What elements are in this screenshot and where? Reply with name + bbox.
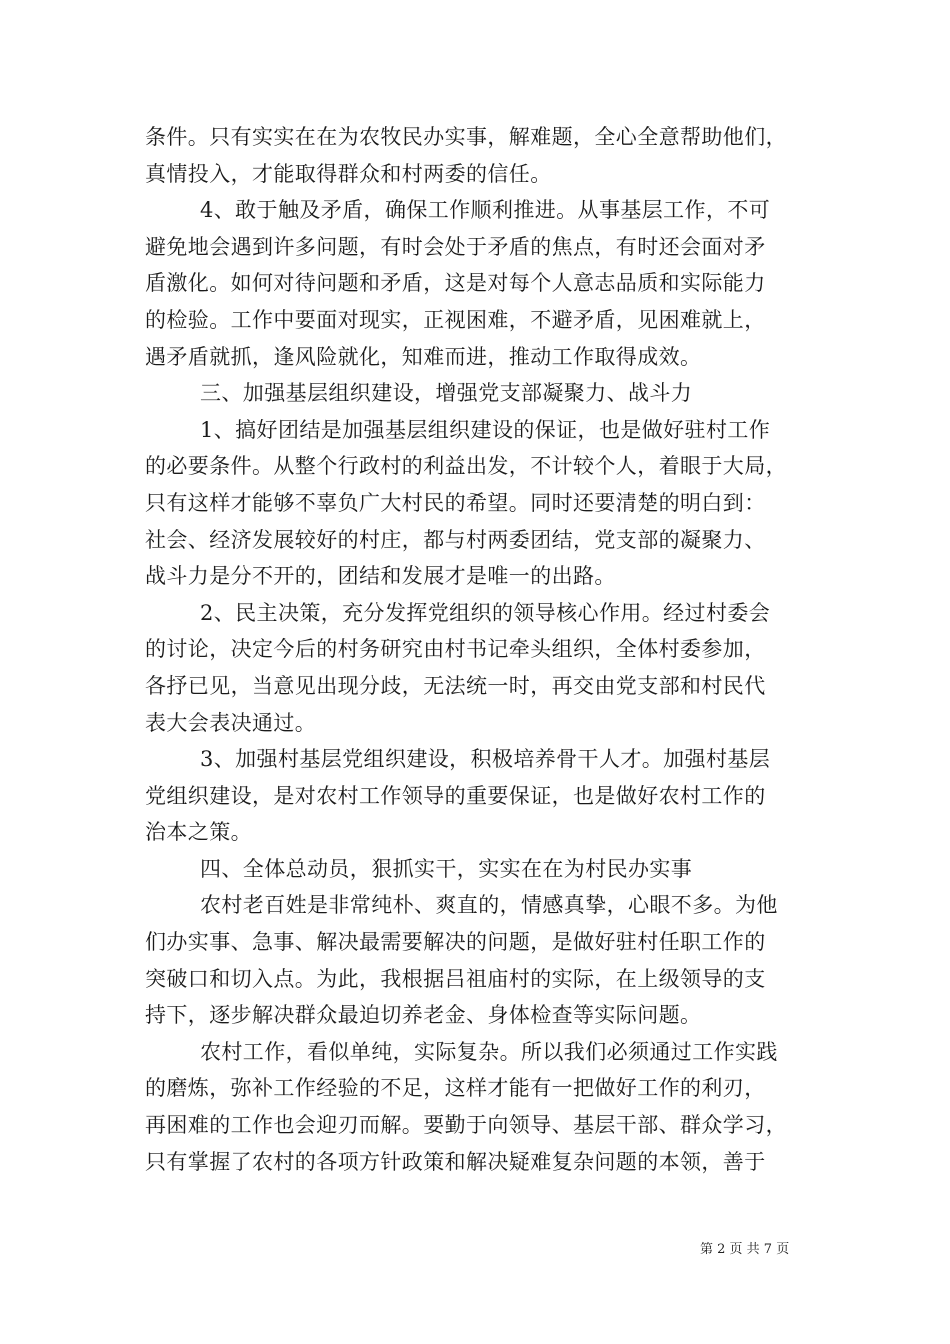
- text-line: 农村工作，看似单纯，实际复杂。所以我们必须通过工作实践: [200, 1039, 778, 1064]
- text-line: 各抒已见，当意见出现分歧，无法统一时，再交由党支部和村民代: [145, 673, 766, 698]
- text-line: 社会、经济发展较好的村庄，都与村两委团结，党支部的凝聚力、: [145, 527, 766, 552]
- text-line: 真情投入，才能取得群众和村两委的信任。: [145, 161, 552, 186]
- document-body: [145, 119, 810, 1180]
- page-number-footer: 第 2 页 共 7 页: [700, 1242, 790, 1257]
- text-line: 遇矛盾就抓，逢风险就化，知难而进，推动工作取得成效。: [145, 344, 702, 369]
- text-line: 党组织建设，是对农村工作领导的重要保证，也是做好农村工作的: [145, 783, 766, 808]
- text-line: 的必要条件。从整个行政村的利益出发，不计较个人，着眼于大局，: [145, 454, 787, 479]
- text-line: 再困难的工作也会迎刃而解。要勤于向领导、基层干部、群众学习，: [145, 1113, 787, 1138]
- text-line: 盾激化。如何对待问题和矛盾，这是对每个人意志品质和实际能力: [145, 271, 766, 296]
- text-line: 突破口和切入点。为此，我根据吕祖庙村的实际，在上级领导的支: [145, 966, 766, 991]
- text-line: 只有掌握了农村的各项方针政策和解决疑难复杂问题的本领，善于: [145, 1149, 766, 1174]
- text-line: 1、搞好团结是加强基层组织建设的保证，也是做好驻村工作: [200, 417, 771, 442]
- text-line: 2、民主决策，充分发挥党组织的领导核心作用。经过村委会: [200, 600, 771, 625]
- text-line: 的检验。工作中要面对现实，正视困难，不避矛盾，见困难就上，: [145, 307, 766, 332]
- text-line: 治本之策。: [145, 820, 252, 845]
- text-line: 的讨论，决定今后的村务研究由村书记牵头组织，全体村委参加，: [145, 637, 766, 662]
- text-line: 持下，逐步解决群众最迫切养老金、身体检查等实际问题。: [145, 1003, 702, 1028]
- text-line: 三、加强基层组织建设，增强党支部凝聚力、战斗力: [200, 381, 693, 406]
- text-line: 们办实事、急事、解决最需要解决的问题，是做好驻村任职工作的: [145, 930, 766, 955]
- text-line: 四、全体总动员，狠抓实干，实实在在为村民办实事: [200, 856, 693, 881]
- text-line: 3、加强村基层党组织建设，积极培养骨干人才。加强村基层: [200, 747, 771, 772]
- text-line: 农村老百姓是非常纯朴、爽直的，情感真挚，心眼不多。为他: [200, 893, 778, 918]
- text-line: 战斗力是分不开的，团结和发展才是唯一的出路。: [145, 564, 616, 589]
- text-line: 4、敢于触及矛盾，确保工作顺利推进。从事基层工作，不可: [200, 198, 771, 223]
- text-line: 条件。只有实实在在为农牧民办实事，解难题，全心全意帮助他们，: [145, 125, 787, 149]
- text-line: 只有这样才能够不辜负广大村民的希望。同时还要清楚的明白到：: [145, 490, 766, 515]
- text-line: 的磨炼，弥补工作经验的不足，这样才能有一把做好工作的利刃，: [145, 1076, 766, 1101]
- text-line: 表大会表决通过。: [145, 710, 317, 735]
- text-line: 避免地会遇到许多问题，有时会处于矛盾的焦点，有时还会面对矛: [145, 234, 766, 259]
